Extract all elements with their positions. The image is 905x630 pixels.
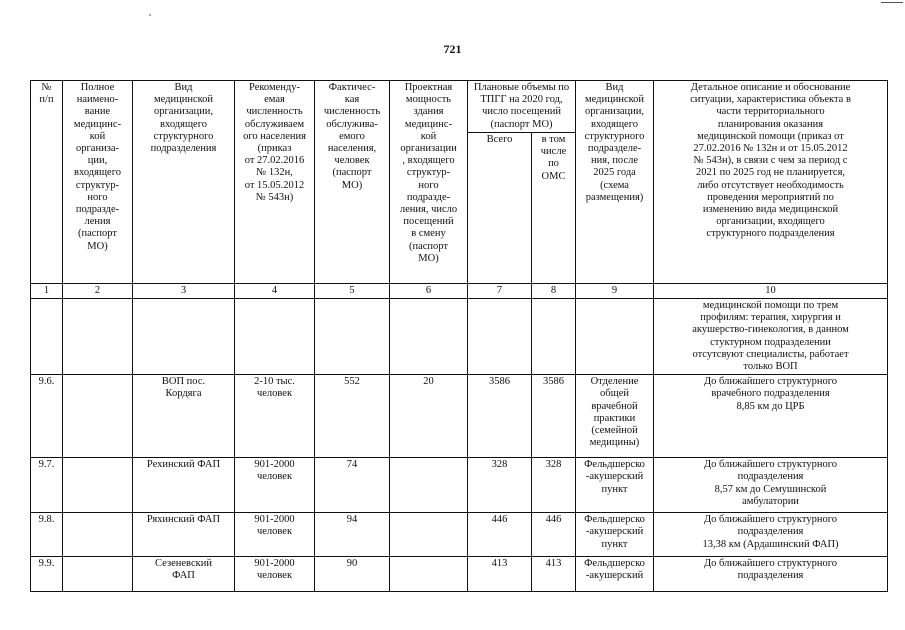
column-number: 4 [235, 284, 315, 299]
row-recommended-population: 2-10 тыс. человек [235, 375, 315, 458]
row-number: 9.9. [31, 557, 63, 592]
row-total-visits: 328 [468, 458, 532, 513]
row-full-name [63, 458, 133, 513]
corner-mark [881, 2, 903, 3]
row-total-visits: 3586 [468, 375, 532, 458]
page-number: 721 [443, 42, 462, 56]
row-design-capacity: 20 [390, 375, 468, 458]
row-design-capacity [390, 513, 468, 557]
row-description: До ближайшего структурного подразделения 8,57 км до Семушинской амбулатории [654, 458, 888, 513]
table-row [31, 458, 888, 513]
header-recommended-population: Рекоменду- емая численность обслуживаем ого населения (приказ от 27.02.2016 № 132н, от 15.05.2012 № 543н) [235, 81, 315, 284]
row-number: 9.8. [31, 513, 63, 557]
table-row [31, 375, 888, 458]
column-number: 6 [390, 284, 468, 299]
row-recommended-population: 901-2000 человек [235, 513, 315, 557]
row-full-name [63, 375, 133, 458]
row-recommended-population: 901-2000 человек [235, 458, 315, 513]
row-description: До ближайшего структурного подразделения 13,38 км (Ардашинский ФАП) [654, 513, 888, 557]
row-actual-population: 94 [315, 513, 390, 557]
row-total-visits: 413 [468, 557, 532, 592]
row-description: До ближайшего структурного врачебного подразделения 8,85 км до ЦРБ [654, 375, 888, 458]
row-design-capacity [390, 458, 468, 513]
table-row [31, 557, 888, 592]
row-total-visits: 446 [468, 513, 532, 557]
header-actual-population: Фактичес- кая численность обслужива- емого населения, человек (паспорт МО) [315, 81, 390, 284]
row-org-type: Ряхинский ФАП [133, 513, 235, 557]
column-number: 3 [133, 284, 235, 299]
header-type-after-2025: Вид медицинской организации, входящего структурного подразделе- ния, после 2025 года (схема размещения) [576, 81, 654, 284]
scan-dot [149, 14, 151, 16]
row-type-after-2025: Фельдшерско -акушерский пункт [576, 513, 654, 557]
header-total: Всего [468, 133, 532, 284]
header-description: Детальное описание и обоснование ситуации, характеристика объекта в части территориального планирования оказания медицинской помощи (приказ от 27.02.2016 № 132н и от 15.05.2012 № 543н), в связи с чем за период с 2021 по 2025 год не планируется, либо отсутствует необходимость проведения мероприятий по изменению вида медицинской организации, входящего структурного подразделения [654, 81, 888, 284]
header-org-type: Вид медицинской организации, входящего структурного подразделения [133, 81, 235, 284]
medical-organizations-table [30, 80, 888, 592]
row-description: До ближайшего структурного подразделения [654, 557, 888, 592]
header-design-capacity: Проектная мощность здания медицинс- кой организации , входящего структур- ного подразде- ления, число посещений в смену (паспорт МО) [390, 81, 468, 284]
column-number: 5 [315, 284, 390, 299]
row-type-after-2025: Фельдшерско -акушерский [576, 557, 654, 592]
row-actual-population: 74 [315, 458, 390, 513]
row-design-capacity [390, 557, 468, 592]
table-row [31, 513, 888, 557]
row-number: 9.6. [31, 375, 63, 458]
row-number: 9.7. [31, 458, 63, 513]
row-type-after-2025: Отделение общей врачебной практики (семейной медицины) [576, 375, 654, 458]
header-full-name: Полное наимено- вание медицинс- кой организа- ции, входящего структур- ного подразде- ления (паспорт МО) [63, 81, 133, 284]
header-row-1 [31, 81, 888, 133]
continuation-text: медицинской помощи по трем профилям: терапия, хирургия и акушерство-гинекология, в данном стуктурном подразделении отсутсвуют специалисты, работает только ВОП [654, 299, 888, 375]
header-num: № п/п [31, 81, 63, 284]
column-number: 10 [654, 284, 888, 299]
row-recommended-population: 901-2000 человек [235, 557, 315, 592]
row-full-name [63, 513, 133, 557]
row-org-type: ВОП пос. Кордяга [133, 375, 235, 458]
row-org-type: Сезеневский ФАП [133, 557, 235, 592]
row-org-type: Рехинский ФАП [133, 458, 235, 513]
row-type-after-2025: Фельдшерско -акушерский пункт [576, 458, 654, 513]
column-number-row [31, 284, 888, 299]
row-actual-population: 90 [315, 557, 390, 592]
continuation-row [31, 299, 888, 375]
column-number: 7 [468, 284, 532, 299]
row-oms-visits: 328 [532, 458, 576, 513]
row-oms-visits: 446 [532, 513, 576, 557]
column-number: 8 [532, 284, 576, 299]
row-actual-population: 552 [315, 375, 390, 458]
column-number: 1 [31, 284, 63, 299]
header-planned-volumes: Плановые объемы по ТПГГ на 2020 год, число посещений (паспорт МО) [468, 81, 576, 133]
row-oms-visits: 413 [532, 557, 576, 592]
row-oms-visits: 3586 [532, 375, 576, 458]
header-oms: в том числе по ОМС [532, 133, 576, 284]
row-full-name [63, 557, 133, 592]
column-number: 2 [63, 284, 133, 299]
column-number: 9 [576, 284, 654, 299]
